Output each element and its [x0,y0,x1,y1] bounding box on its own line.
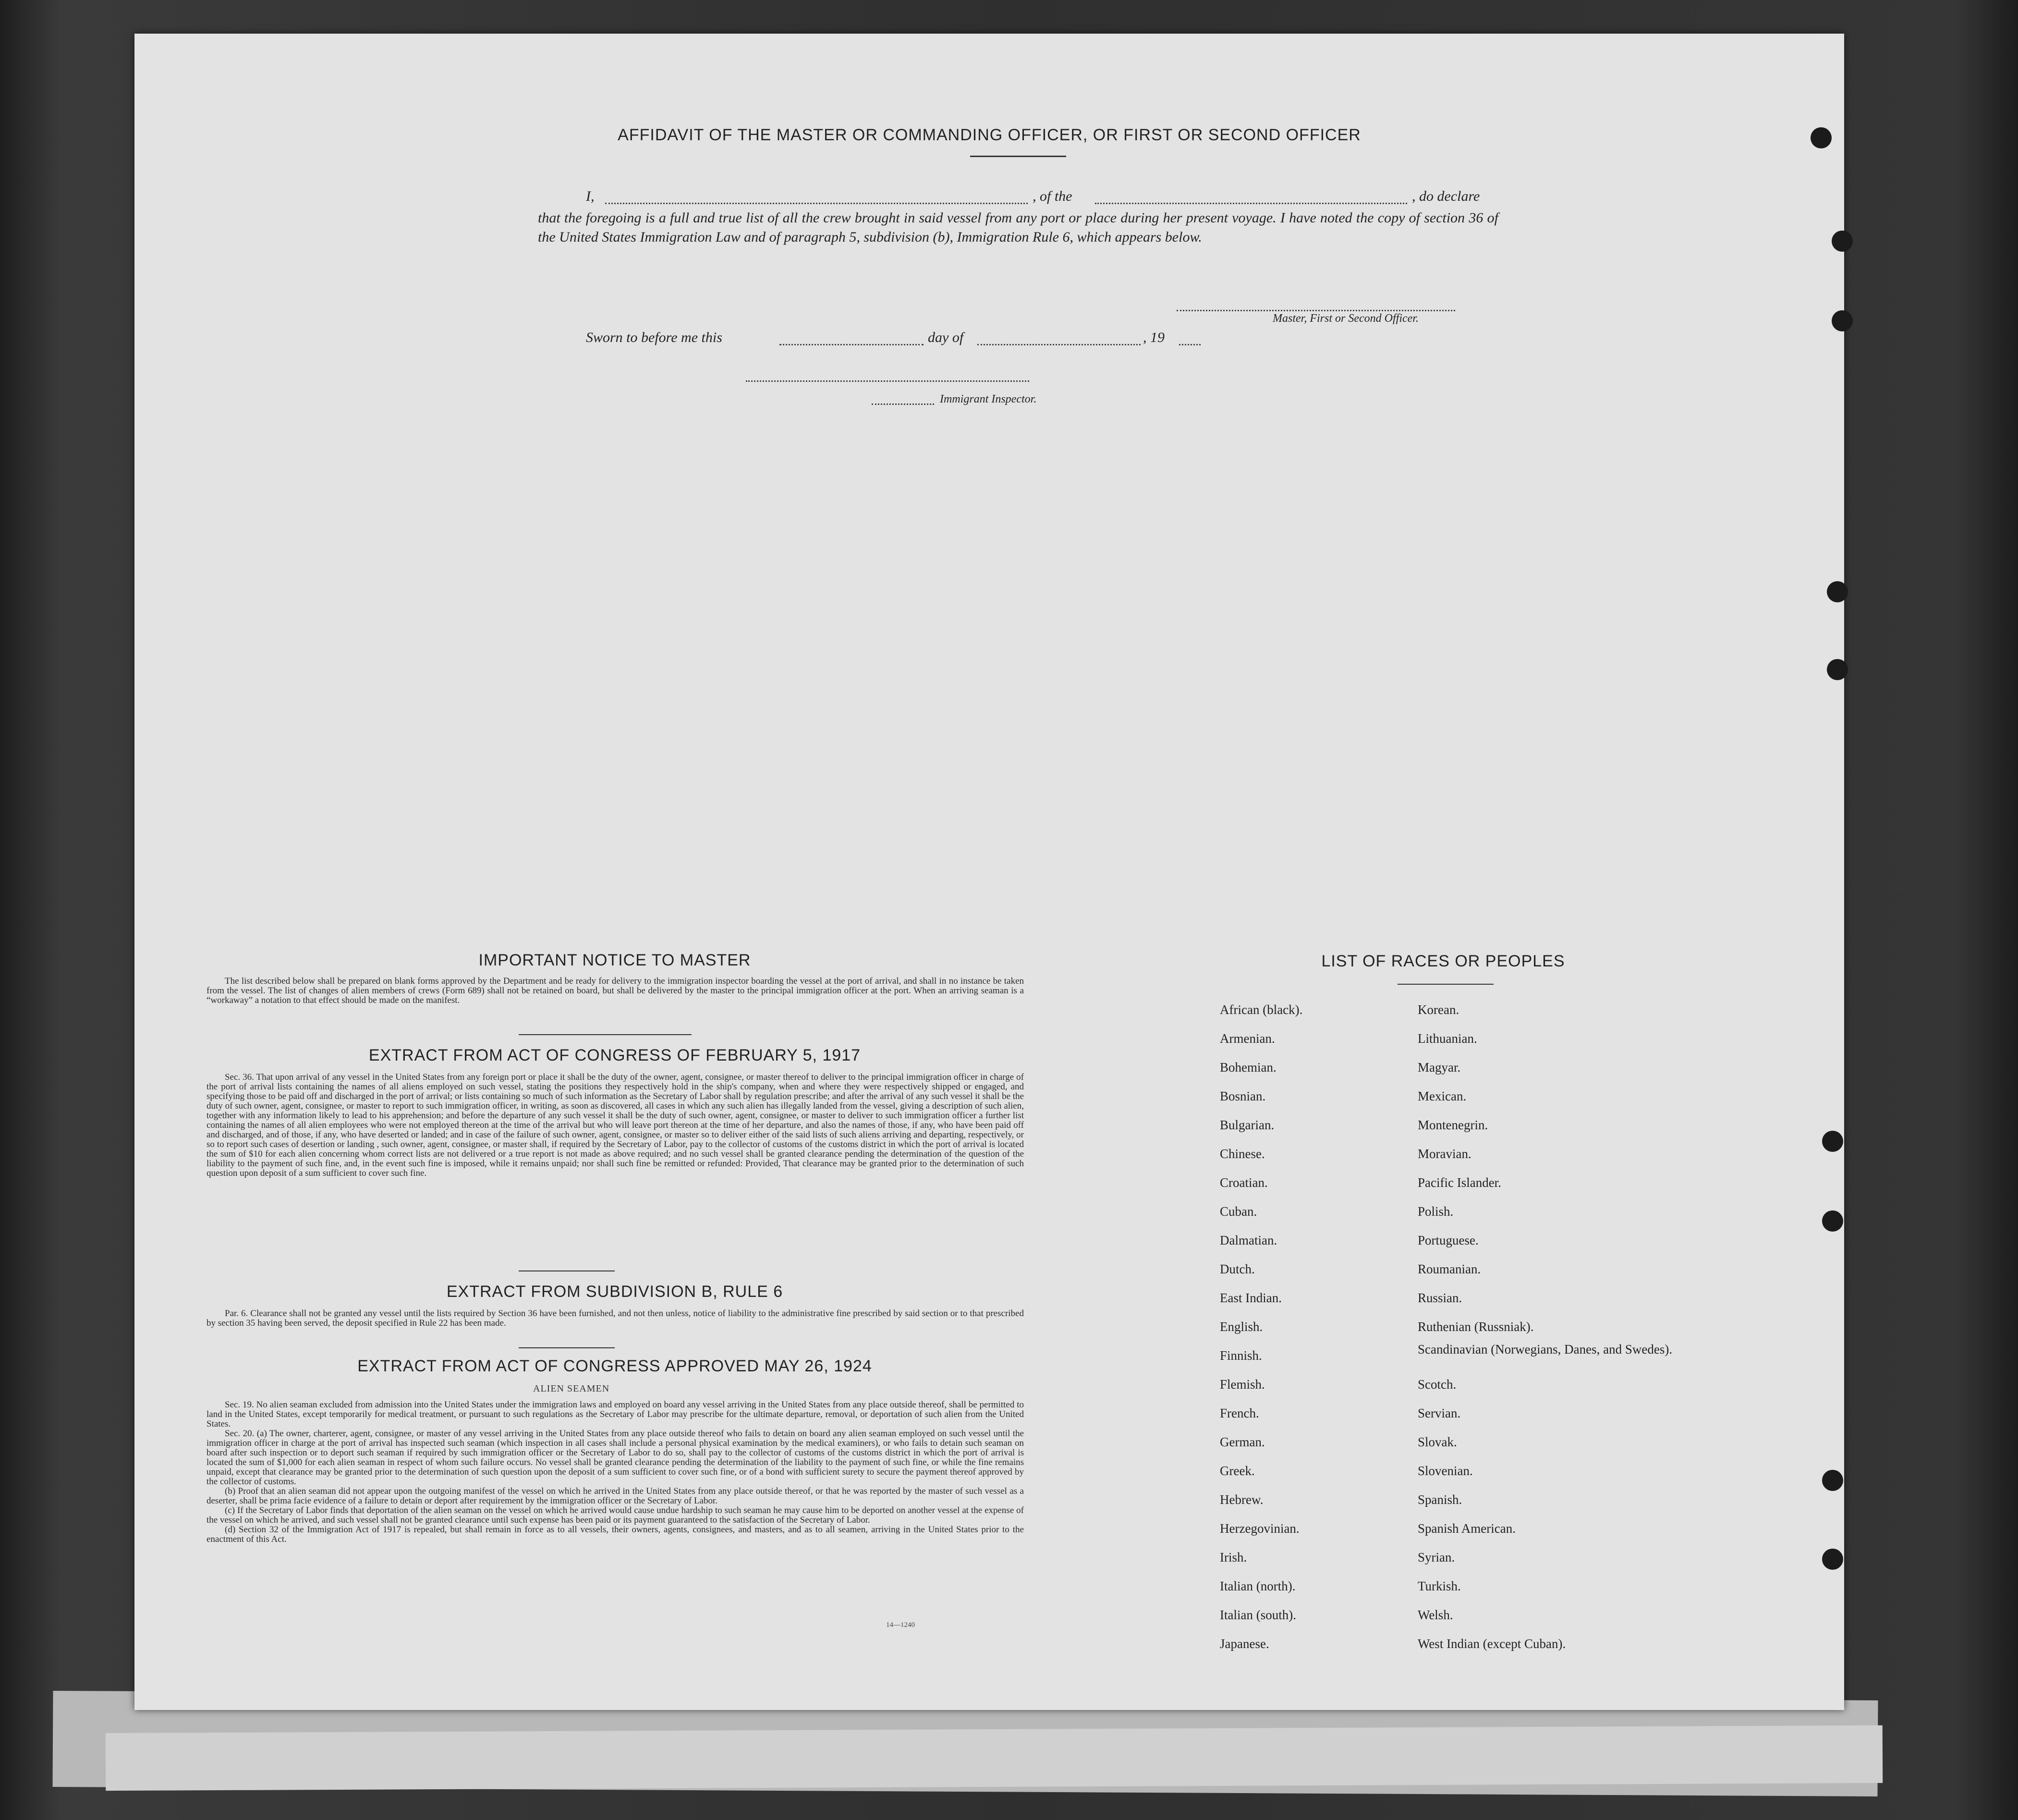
title-divider [970,156,1066,157]
race-item: Servian. [1418,1406,1461,1420]
extract-rule6-paragraph: Par. 6. Clearance shall not be granted any vessel until the lists required by Section 36 have been furnished, and not then unless, notice of liability to the administrative fine prescribed by said section or to that prescribed by section 35 having been served, the deposit specified in Rule 22 has been made. [207,1308,1024,1328]
race-item: Dutch. [1220,1262,1255,1276]
underlying-sheet [106,1725,1883,1791]
inspector-prefix-line[interactable] [872,403,934,405]
race-item: Spanish American. [1418,1521,1516,1536]
race-item: Scandinavian (Norwegians, Danes, and Swedes). [1418,1342,1673,1356]
race-item: Dalmatian. [1220,1233,1277,1247]
race-item: Flemish. [1220,1377,1265,1392]
binder-hole-icon [1832,310,1853,331]
sworn-month-field[interactable] [977,344,1141,345]
extract-1917-paragraph: Sec. 36. That upon arrival of any vessel in the United States from any foreign port or place it shall be the duty of the owner, agent, consignee, or master thereof to deliver to the principal immigration officer in charge of the port of arrival lists containing the names of all aliens employed on such vessel, stating the positions they respectively hold in the ship's company, when and where they were respectively shipped or engaged, and specifying those to be paid off and discharged in the port of arrival; or lists containing so much of such information as the Secretary of Labor shall by regulation prescribe; and after the arrival of any such vessel it shall be the duty of such owner, agent, consignee, or master to report to such immigration officer, in writing, as soon as discovered, all cases in which any such alien has illegally landed from the vessel, giving a description of such alien, together with any information likely to lead to his apprehension; and before the departure of any such vessel it shall be the duty of such owner, agent, consignee, or master to deliver to such immigration officer a further list containing the names of all alien employees who were not employed thereon at the time of the arrival but who will leave port thereon at the time of her departure, and also the names of those, if any, who have been paid off and discharged, and of those, if any, who have deserted or landed; and in case of the failure of such owner, agent, consignee, or master so to deliver either of the said lists of such aliens arriving and departing, respectively, or so to report such cases of desertion or landing , such owner, agent, consignee, or master shall, if required by the Secretary of Labor, pay to the collector of customs of the customs district in which the port of arrival is located the sum of $10 for each alien concerning whom correct lists are not delivered or a true report is not made as above required; and no such vessel shall be granted clearance pending the determination of the question of the liability to the payment of such fine, and, in the event such fine is imposed, while it remains unpaid; nor shall such fine be remitted or refunded: Provided, That clearance may be granted prior to the determination of such question upon deposit of a sum sufficient to cover such fine. [207,1072,1024,1178]
races-list-left [1220,995,1302,1658]
race-item: Croatian. [1220,1175,1268,1190]
race-item: African (black). [1220,1002,1303,1017]
races-list-right [1418,995,1672,1658]
race-item: French. [1220,1406,1259,1420]
notice-text [207,977,1024,1005]
section-divider [519,1034,692,1035]
binder-hole-icon [1832,231,1853,252]
race-item: Irish. [1220,1550,1247,1564]
race-item: German. [1220,1435,1265,1449]
race-item: Armenian. [1220,1031,1275,1046]
race-item: Magyar. [1418,1060,1461,1075]
race-item: Roumanian. [1418,1262,1481,1276]
affidavit-paragraph: that the foregoing is a full and true list of all the crew brought in said vessel from any port or place during her present voyage. I have noted the copy of section 36 of the United States Immigration Law and of paragraph 5, subdivision (b), Immigration Rule 6, which appears below. [538,210,1498,245]
section-divider [519,1270,615,1271]
races-heading: LIST OF RACES OR PEOPLES [1321,952,1565,970]
race-item: Italian (north). [1220,1579,1296,1593]
inspector-label: Immigrant Inspector. [940,393,1037,405]
race-item: Portuguese. [1418,1233,1479,1247]
binder-hole-icon [1822,1470,1843,1491]
binder-hole-icon [1827,659,1848,680]
race-item: Syrian. [1418,1550,1455,1564]
race-item: East Indian. [1220,1291,1282,1305]
race-item: Hebrew. [1220,1492,1264,1507]
race-item: Bohemian. [1220,1060,1276,1075]
extract-1924-heading: EXTRACT FROM ACT OF CONGRESS APPROVED MAY 26, 1924 [357,1357,872,1375]
extract-1924-text [207,1400,1024,1544]
race-item: Greek. [1220,1464,1255,1478]
race-item: Russian. [1418,1291,1462,1305]
affiant-name-field[interactable] [605,203,1028,204]
inspector-signature-line[interactable] [746,380,1029,382]
extract-rule6-heading: EXTRACT FROM SUBDIVISION B, RULE 6 [446,1283,783,1301]
master-signature-line[interactable] [1177,310,1455,311]
race-item: Spanish. [1418,1492,1462,1507]
form-number: 14—1240 [886,1621,915,1629]
binder-hole-icon [1822,1210,1843,1232]
section-divider [519,1347,615,1348]
sworn-label: Sworn to before me this [586,330,722,345]
extract-1917-heading: EXTRACT FROM ACT OF CONGRESS OF FEBRUARY 5, 1917 [368,1046,861,1064]
extract-1917-text [207,1073,1024,1178]
races-divider [1398,984,1494,985]
binder-hole-icon [1822,1549,1843,1570]
race-item: Korean. [1418,1002,1459,1017]
notice-paragraph: The list described below shall be prepared on blank forms approved by the Department and be ready for delivery to the immigration inspector boarding the vessel at the port of arrival, and shall in no instance be taken from the vessel. The list of changes of alien members of crews (Form 689) shall not be retained on board, but shall be delivered by the master to the principal immigration officer at the port. When an arriving seaman is a “workaway” a notation to that effect should be made on the manifest. [207,976,1024,1005]
year-label: , 19 [1143,330,1165,345]
extract-1924-sec19: Sec. 19. No alien seaman excluded from admission into the United States under the immigration laws and employed on board any vessel arriving in the United States from any place outside thereof, shall be permitted to land in the United States, except temporarily for medical treatment, or pursuant to such regulations as the Secretary of Labor may prescribe for the ultimate departure, removal, or deportation of such alien from the United States. [207,1400,1024,1429]
race-item: Polish. [1418,1204,1454,1219]
race-item: West Indian (except Cuban). [1418,1637,1566,1651]
notice-heading: IMPORTANT NOTICE TO MASTER [478,951,751,969]
vessel-name-field[interactable] [1095,203,1407,204]
binder-hole-icon [1827,581,1848,602]
race-item: Bosnian. [1220,1089,1266,1103]
race-item: English. [1220,1319,1263,1334]
extract-rule6-text [207,1309,1024,1328]
day-of-label: day of [928,330,964,345]
race-item: Finnish. [1220,1348,1262,1363]
race-item: Slovenian. [1418,1464,1473,1478]
race-item: Bulgarian. [1220,1118,1275,1132]
extract-1924-sec20b: (b) Proof that an alien seaman did not appear upon the outgoing manifest of the vessel on which he arrived in the United States from any place outside thereof, or that he was reported by the master of such vessel as a deserter, shall be prima facie evidence of a failure to detain or deport after requirement by the immigration officer or the Secretary of Labor. [207,1486,1024,1506]
race-item: Italian (south). [1220,1608,1296,1622]
race-item: Montenegrin. [1418,1118,1488,1132]
race-item: Welsh. [1418,1608,1453,1622]
race-item: Japanese. [1220,1637,1269,1651]
race-item: Ruthenian (Russniak). [1418,1319,1534,1334]
extract-1924-sec20d: (d) Section 32 of the Immigration Act of 1917 is repealed, but shall remain in force as to all vessels, their owners, agents, consignees, and masters, and as to all seamen, arriving in the United States prior to the enactment of this Act. [207,1525,1024,1544]
extract-1924-sec20a: Sec. 20. (a) The owner, charterer, agent, consignee, or master of any vessel arriving in the United States from any place outside thereof who fails to detain on board any alien seaman employed on such vessel until the immigration officer in charge at the port of arrival has inspected such seaman (which inspection in all cases shall include a personal physical examination by the medical examiners), or who fails to detain such seaman on board after such inspection or to deport such seaman if required by such immigration officer or the Secretary of Labor to do so, shall pay to the collector of customs of the customs district in which the port of arrival is located the sum of $1,000 for each alien seaman in respect of whom such failure occurs. No vessel shall be granted clearance pending the determination of the liability to the payment of such fine, or while the fine remains unpaid, except that clearance may be granted prior to the determination of such question upon the deposit of a sum sufficient to cover such fine, or of a bond with sufficient surety to secure the payment thereof approved by the collector of customs. [207,1429,1024,1487]
race-item: Slovak. [1418,1435,1457,1449]
race-item: Mexican. [1418,1089,1467,1103]
do-declare-label: , do declare [1412,188,1480,204]
document-page [134,34,1844,1710]
race-item: Pacific Islander. [1418,1175,1501,1190]
race-item: Turkish. [1418,1579,1461,1593]
alien-seamen-subheading: ALIEN SEAMEN [533,1383,610,1394]
of-the-label: , of the [1033,188,1072,204]
race-item: Scotch. [1418,1377,1457,1392]
sworn-year-field[interactable] [1179,344,1201,345]
binder-hole-icon [1822,1131,1843,1152]
extract-1924-sec20c: (c) If the Secretary of Labor finds that deportation of the alien seaman on the vessel on which he arrived would cause undue hardship to such seaman he may cause him to be deported on another vessel at the expense of the vessel on which he arrived, and such vessel shall not be granted clearance until such expense has been paid or its payment guaranteed to the satisfaction of the Secretary of Labor. [207,1505,1024,1525]
race-item: Lithuanian. [1418,1031,1477,1046]
sworn-day-field[interactable] [779,344,924,345]
race-item: Cuban. [1220,1204,1257,1219]
race-item: Herzegovinian. [1220,1521,1300,1536]
race-item: Chinese. [1220,1147,1265,1161]
affiant-label: I, [586,188,595,204]
master-signature-label: Master, First or Second Officer. [1273,312,1419,325]
affidavit-title: AFFIDAVIT OF THE MASTER OR COMMANDING OFFICER, OR FIRST OR SECOND OFFICER [618,126,1361,144]
race-item: Moravian. [1418,1147,1471,1161]
